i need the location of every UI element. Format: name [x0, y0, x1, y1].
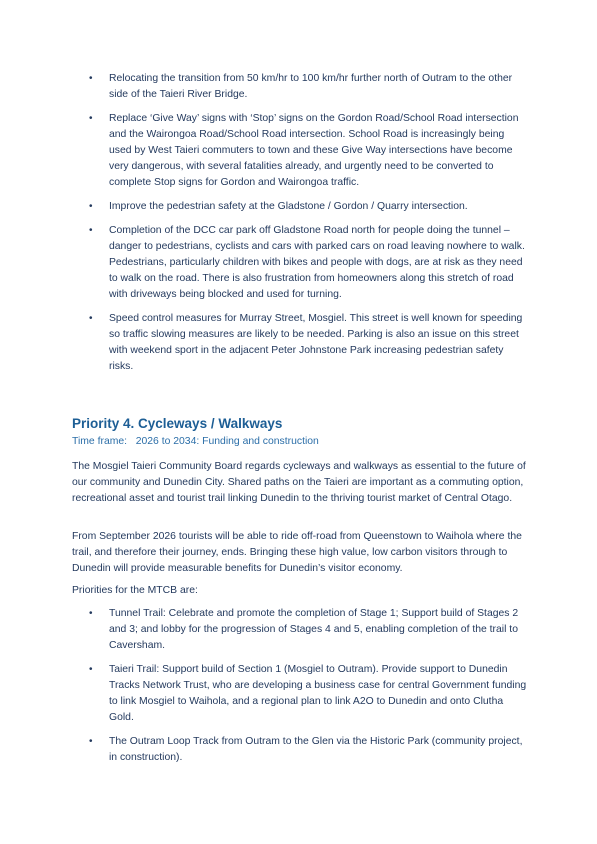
bullet-icon: • — [89, 73, 93, 84]
list-item — [89, 606, 527, 654]
list-item-text: Completion of the DCC car park off Gladstone Road north for people doing the tunnel – danger to pedestrians, cyclists and cars with parked cars on road leaving nowhere to walk. Pedestrians, particularly children with bikes and people with dogs, are at risk as they need to walk on the road. There is also frustration from homeowners along this stretch of road with driveways being blocked and used for turning. — [109, 225, 525, 300]
list-item-text: Improve the pedestrian safety at the Gladstone / Gordon / Quarry intersection. — [109, 201, 468, 212]
road-safety-bullet-list — [89, 71, 527, 383]
list-item — [89, 311, 527, 375]
list-item-text: Taieri Trail: Support build of Section 1 (Mosgiel to Outram). Provide support to Dunedin Tracks Network Trust, who are developing a business case for central Government funding to link Mosgiel to Waihola, and a regional plan to link A2O to Dunedin and onto Clutha Gold. — [109, 664, 527, 723]
bullet-icon: • — [89, 313, 93, 324]
cycleway-priorities-list — [89, 606, 527, 774]
list-item — [89, 71, 527, 103]
bullet-icon: • — [89, 201, 93, 212]
priorities-intro: Priorities for the MTCB are: — [72, 585, 198, 596]
bullet-icon: • — [89, 225, 93, 236]
bullet-icon: • — [89, 608, 93, 619]
list-item — [89, 223, 527, 303]
list-item — [89, 734, 527, 766]
list-item-text: Relocating the transition from 50 km/hr to 100 km/hr further north of Outram to the other side of the Taieri River Bridge. — [109, 73, 513, 100]
bullet-icon: • — [89, 736, 93, 747]
list-item — [89, 199, 527, 215]
intro-paragraph: The Mosgiel Taieri Community Board regards cycleways and walkways as essential to the future of our community and Dunedin City. Shared paths on the Taieri are important as a commuting option, recreational asset and tourist trail linking Dunedin to the thriving tourist market of Central Otago. — [72, 461, 526, 504]
section-heading: Priority 4. Cycleways / Walkways — [72, 416, 283, 431]
bullet-icon: • — [89, 664, 93, 675]
tourism-paragraph: From September 2026 tourists will be able to ride off-road from Queenstown to Waihola where the trail, and therefore their journey, ends. Bringing these high value, low carbon visitors through to Dunedin will provide measurable benefits for Dunedin’s visitor economy. — [72, 531, 522, 574]
list-item-text: The Outram Loop Track from Outram to the Glen via the Historic Park (community project, in construction). — [109, 736, 523, 763]
list-item — [89, 111, 527, 191]
list-item-text: Speed control measures for Murray Street, Mosgiel. This street is well known for speeding so traffic slowing measures are likely to be needed. Parking is also an issue on this street with weekend sport in the adjacent Peter Johnstone Park increasing pedestrian safety risks. — [109, 313, 523, 372]
bullet-icon: • — [89, 113, 93, 124]
list-item — [89, 662, 527, 726]
list-item-text: Replace ‘Give Way’ signs with ‘Stop’ signs on the Gordon Road/School Road intersection and the Wairongoa Road/School Road intersection. School Road is increasingly being used by West Taieri commuters to town and these Give Way intersections have become very dangerous, with several fatalities already, and urgently need to be converted to complete Stop signs for Gordon and Wairongoa traffic. — [109, 113, 519, 188]
timeframe-subheading: Time frame: 2026 to 2034: Funding and construction — [72, 436, 319, 447]
list-item-text: Tunnel Trail: Celebrate and promote the completion of Stage 1; Support build of Stages 2 and 3; and lobby for the progression of Stages 4 and 5, enabling completion of the trail to Caversham. — [109, 608, 519, 651]
